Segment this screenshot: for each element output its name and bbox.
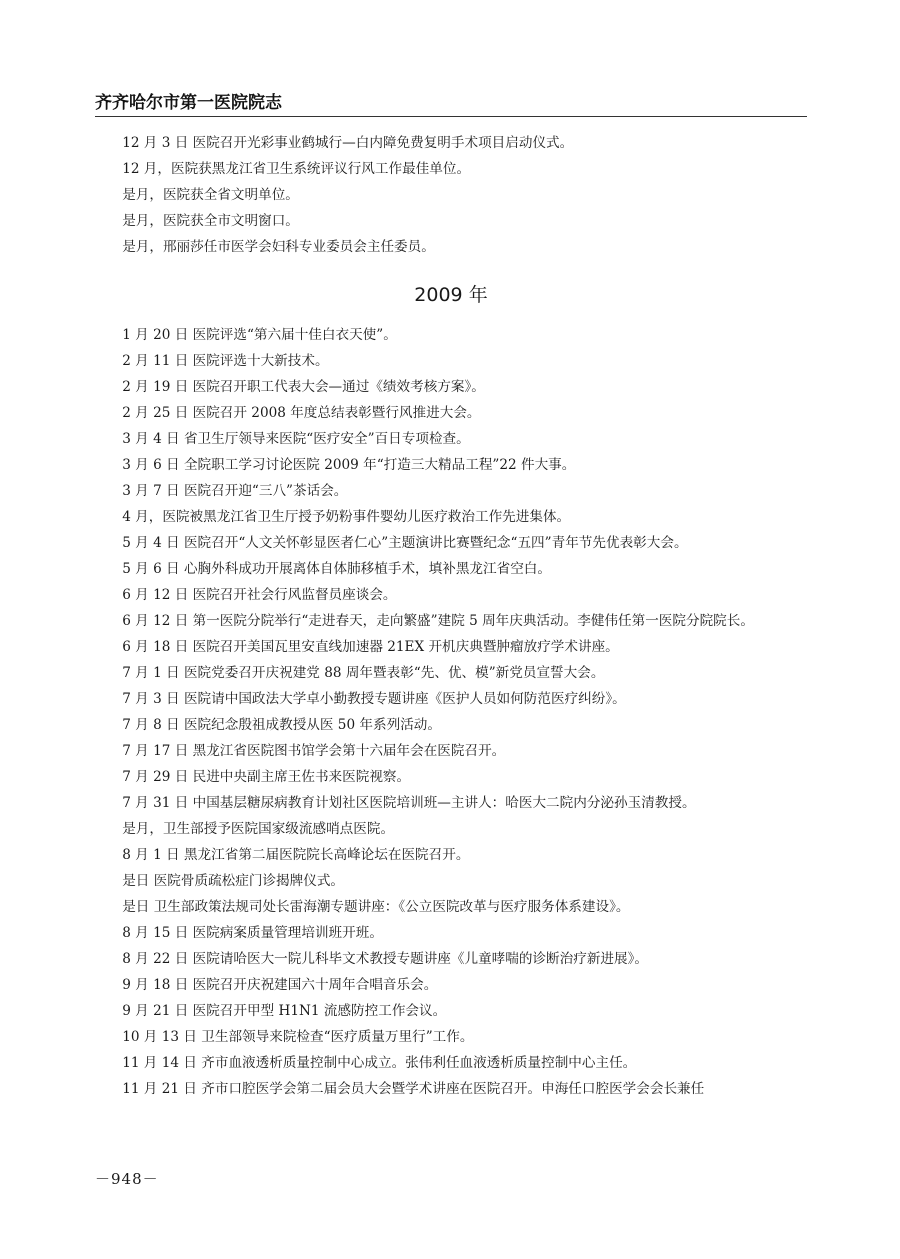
chronicle-entry: 10 月 13 日 卫生部领导来院检查“医疗质量万里行”工作。: [122, 1029, 474, 1045]
chronicle-entry: 6 月 12 日 医院召开社会行风监督员座谈会。: [122, 587, 397, 603]
chronicle-entry: 3 月 6 日 全院职工学习讨论医院 2009 年“打造三大精品工程”22 件大事。: [122, 457, 576, 473]
entries-2009: [95, 322, 807, 1102]
chronicle-entry: 7 月 8 日 医院纪念殷祖成教授从医 50 年系列活动。: [122, 717, 441, 733]
chronicle-entry: 5 月 6 日 心胸外科成功开展离体自体肺移植手术，填补黑龙江省空白。: [122, 561, 551, 577]
chronicle-entry: 9 月 18 日 医院召开庆祝建国六十周年合唱音乐会。: [122, 977, 438, 993]
chronicle-entry: 7 月 17 日 黑龙江省医院图书馆学会第十六届年会在医院召开。: [122, 743, 506, 759]
chronicle-entry: 是日 医院骨质疏松症门诊揭牌仪式。: [122, 873, 345, 889]
chronicle-entry: 6 月 12 日 第一医院分院举行“走进春天，走向繁盛”建院 5 周年庆典活动。李健伟任第一医院分院院长。: [122, 613, 754, 629]
page-body: [95, 130, 807, 1102]
entries-2008-end: [95, 130, 807, 260]
chronicle-entry: 11 月 14 日 齐市血液透析质量控制中心成立。张伟利任血液透析质量控制中心主任。: [122, 1055, 637, 1071]
chronicle-entry: 是月，卫生部授予医院国家级流感哨点医院。: [122, 821, 395, 837]
chronicle-entry: 7 月 1 日 医院党委召开庆祝建党 88 周年暨表彰“先、优、模”新党员宣誓大会。: [122, 665, 605, 681]
chronicle-entry: 2 月 25 日 医院召开 2008 年度总结表彰暨行风推进大会。: [122, 405, 481, 421]
chronicle-entry: 12 月 3 日 医院召开光彩事业鹤城行—白内障免费复明手术项目启动仪式。: [122, 135, 574, 151]
chronicle-entry: 7 月 29 日 民进中央副主席王佐书来医院视察。: [122, 769, 411, 785]
chronicle-entry: 5 月 4 日 医院召开“人文关怀彰显医者仁心”主题演讲比赛暨纪念“五四”青年节先优表彰大会。: [122, 535, 688, 551]
chronicle-entry: 是日 卫生部政策法规司处长雷海潮专题讲座：《公立医院改革与医疗服务体系建设》。: [122, 899, 630, 915]
chronicle-entry: 3 月 4 日 省卫生厅领导来医院“医疗安全”百日专项检查。: [122, 431, 470, 447]
chronicle-entry: 3 月 7 日 医院召开迎“三八”茶话会。: [122, 483, 348, 499]
chronicle-entry: 7 月 31 日 中国基层糖尿病教育计划社区医院培训班—主讲人：哈医大二院内分泌孙玉清教授。: [122, 795, 696, 811]
running-header: 齐齐哈尔市第一医院院志: [95, 88, 807, 117]
chronicle-entry: 9 月 21 日 医院召开甲型 H1N1 流感防控工作会议。: [122, 1003, 447, 1019]
page-number: －948－: [95, 1170, 159, 1188]
chronicle-entry: 是月，医院获全省文明单位。: [122, 187, 299, 203]
chronicle-entry: 11 月 21 日 齐市口腔医学会第二届会员大会暨学术讲座在医院召开。申海任口腔医学会会长兼任: [122, 1081, 705, 1097]
chronicle-entry: 2 月 11 日 医院评选十大新技术。: [122, 353, 329, 369]
chronicle-entry: 12 月，医院获黑龙江省卫生系统评议行风工作最佳单位。: [122, 161, 471, 177]
chronicle-entry: 8 月 22 日 医院请哈医大一院儿科毕文术教授专题讲座《儿童哮喘的诊断治疗新进展》。: [122, 951, 648, 967]
chronicle-entry: 7 月 3 日 医院请中国政法大学卓小勤教授专题讲座《医护人员如何防范医疗纠纷》。: [122, 691, 626, 707]
chronicle-entry: 1 月 20 日 医院评选“第六届十佳白衣天使”。: [122, 327, 397, 343]
chronicle-entry: 6 月 18 日 医院召开美国瓦里安直线加速器 21EX 开机庆典暨肿瘤放疗学术讲座。: [122, 639, 619, 655]
chronicle-entry: 2 月 19 日 医院召开职工代表大会—通过《绩效考核方案》。: [122, 379, 485, 395]
chronicle-entry: 8 月 1 日 黑龙江省第二届医院院长高峰论坛在医院召开。: [122, 847, 470, 863]
chronicle-entry: 4 月，医院被黑龙江省卫生厅授予奶粉事件婴幼儿医疗救治工作先进集体。: [122, 509, 571, 525]
year-heading: 2009 年: [414, 284, 488, 306]
chronicle-entry: 是月，邢丽莎任市医学会妇科专业委员会主任委员。: [122, 239, 435, 255]
chronicle-entry: 8 月 15 日 医院病案质量管理培训班开班。: [122, 925, 383, 941]
chronicle-entry: 是月，医院获全市文明窗口。: [122, 213, 299, 229]
